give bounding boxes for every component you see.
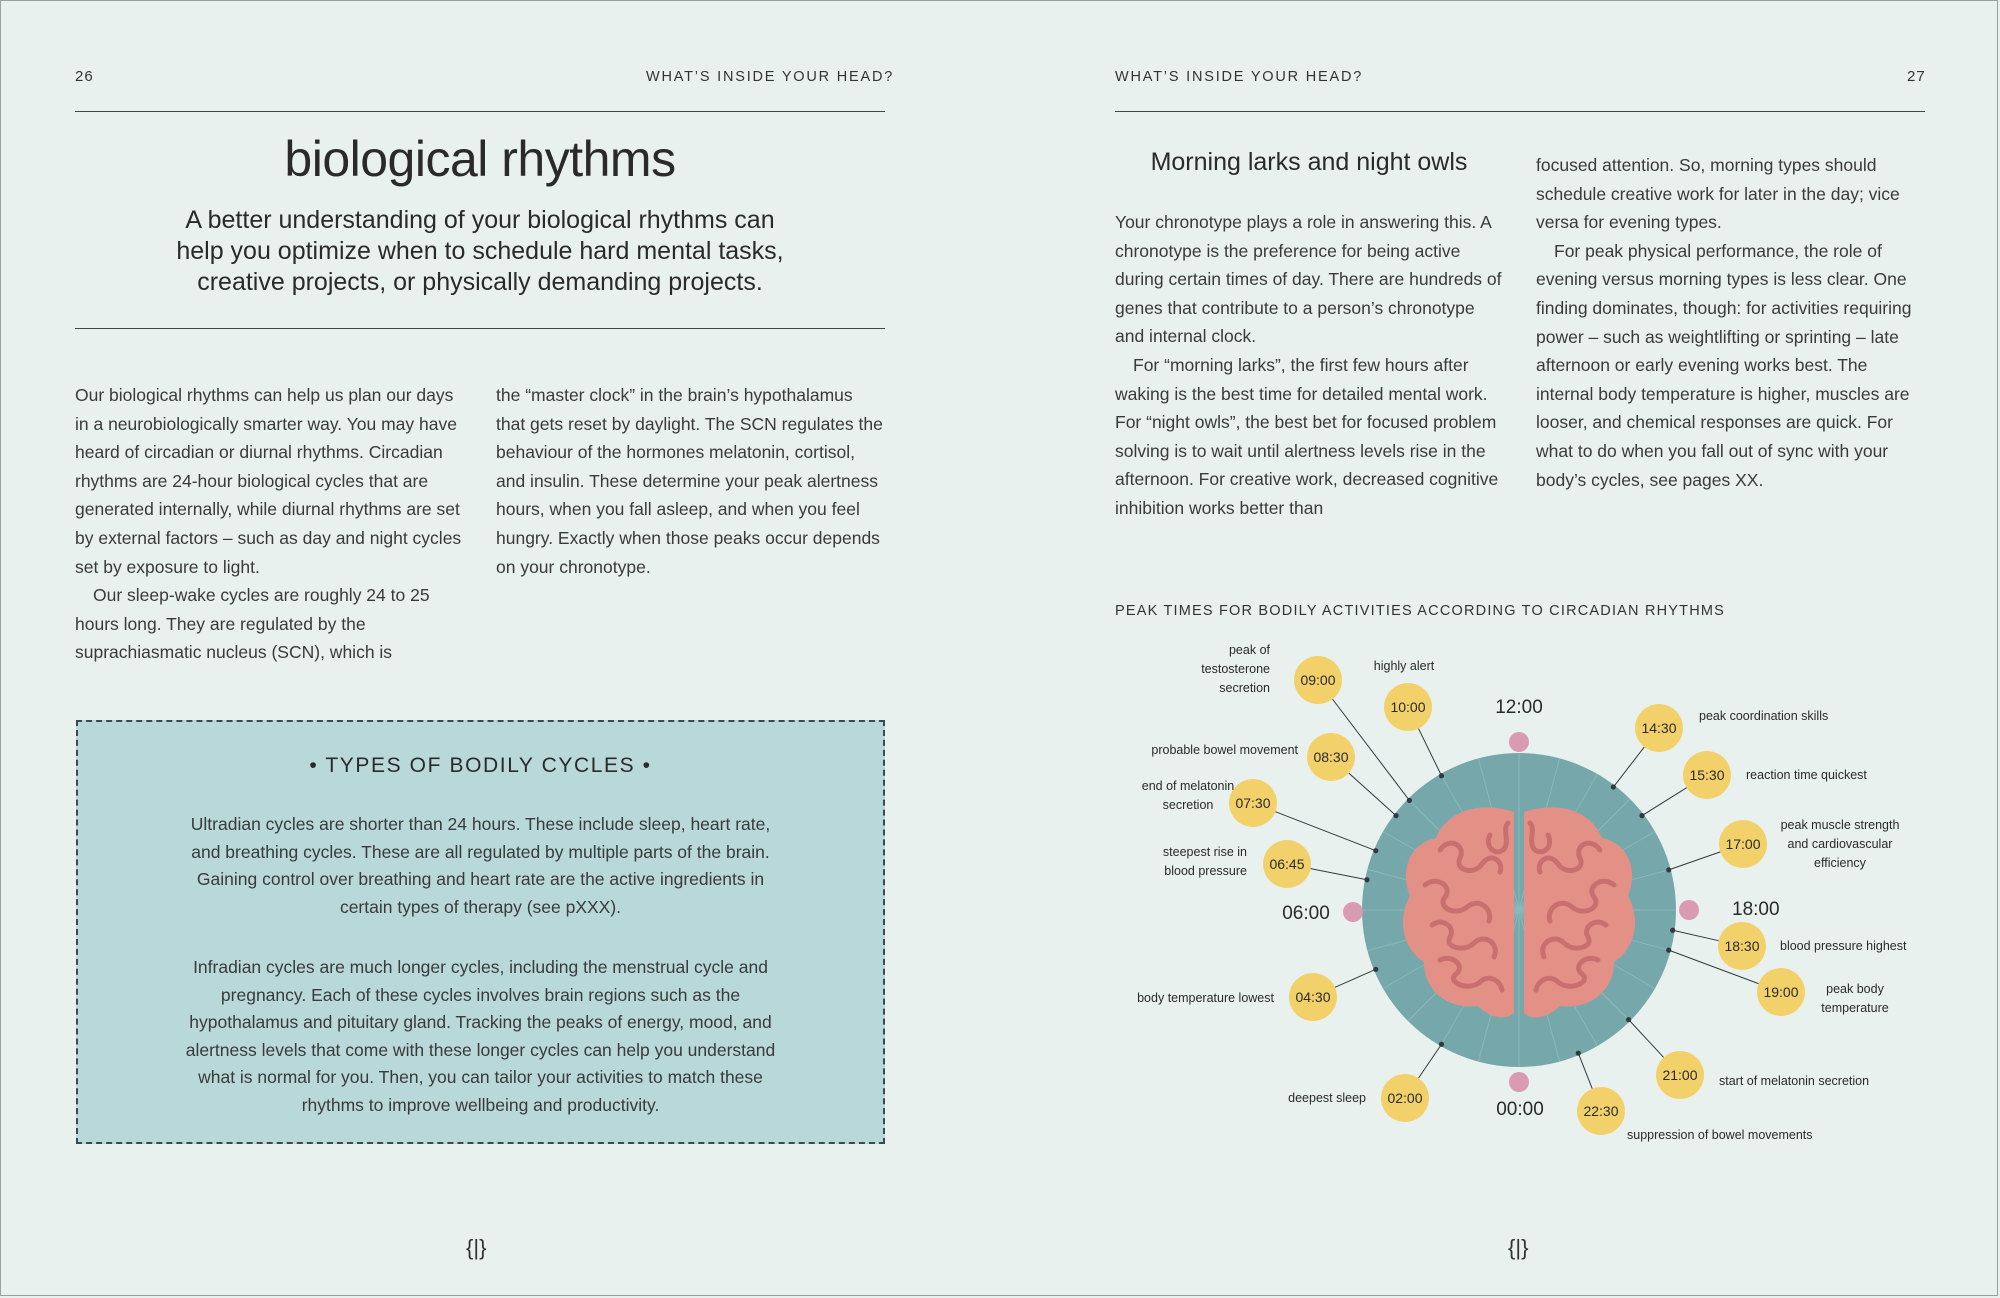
leader-line [1613,747,1644,787]
event-label-line: probable bowel movement [1151,743,1298,757]
event-label [1821,982,1888,1015]
time-badge-label: 15:30 [1689,767,1725,783]
leader-line [1578,1053,1592,1088]
time-badge-label: 02:00 [1387,1090,1423,1106]
event-label [1142,779,1234,812]
leader-line [1669,852,1721,870]
leader-end-dot [1373,848,1378,853]
leader-end-dot [1407,798,1412,803]
left-dek-rule [75,328,885,329]
right-folio: 27 [1907,68,1926,85]
event-label [1374,659,1435,673]
leader-end-dot [1666,948,1671,953]
leader-line [1642,788,1687,816]
time-badge-label: 22:30 [1583,1103,1619,1119]
left-column-2 [496,381,886,581]
body-paragraph: For “morning larks”, the first few hours after waking is the best time for detailed mental work. For “night owls”, the best bet for focused problem solving is to wait until alertness levels rise in the afternoon. For creative work, decreased cognitive inhibition works better than [1115,354,1499,518]
event-label-line: secretion [1219,681,1270,695]
body-paragraph: Our biological rhythms can help us plan our days in a neurobiologically smarter way. You may have heard of circadian or diurnal rhythms. Circadian rhythms are 24-hour biological cycles that are generated internally, while diurnal rhythms are set by external factors – such as day and night cycles set by exposure to light. [75,385,462,577]
event-label [1780,939,1907,953]
box-text: Ultradian cycles are shorter than 24 hours. These include sleep, heart rate, and breathing cycles. These are all regulated by multiple parts of the brain. Gaining control over breathing and heart rate are the active ingredients in certain types of therapy (see pXXX). [190,814,771,917]
event-label-line: blood pressure [1164,864,1247,878]
time-badge-label: 18:30 [1724,938,1760,954]
event-label [1163,845,1247,878]
event-label-line: highly alert [1373,659,1435,673]
clock-label-06: 06:00 [1282,903,1330,924]
clock-marker [1509,1072,1529,1092]
page-title: biological rhythms [284,131,676,187]
clock-label-18: 18:00 [1732,899,1780,920]
event-label-line: start of melatonin secretion [1719,1074,1870,1088]
leader-end-dot [1611,784,1616,789]
section-subhead: Morning larks and night owls [1150,148,1468,176]
event-label-line: reaction time quickest [1746,768,1867,782]
box-title: • TYPES OF BODILY CYCLES • [309,754,652,777]
event-label [1699,709,1828,723]
event-label-line: blood pressure highest [1780,939,1907,953]
event-label [1137,991,1274,1005]
right-column-1 [1115,208,1507,523]
time-badge-label: 09:00 [1300,672,1336,688]
right-brain-emblem-icon: {|} [1508,1235,1529,1260]
left-top-rule [75,111,885,112]
body-paragraph: For peak physical performance, the role of evening versus morning types is less clear. One finding dominates, though: for activities requiring power – such as weightlifting or sprinting – late afternoon or early evening works best. The internal body temperature is higher, muscles are looser, and chemical responses are quick. For what to do when you fall out of sync with your body’s cycles, see pages XX. [1536,240,1912,490]
box-paragraph-2 [183,954,778,1119]
body-paragraph: Your chronotype plays a role in answering this. A chronotype is the preference for being active during certain times of day. There are hundreds of genes that contribute to a person’s chronotype and internal clock. [1115,212,1502,347]
time-badge-label: 14:30 [1641,720,1677,736]
box-paragraph-1 [183,811,778,921]
time-badge-label: 04:30 [1295,989,1331,1005]
leader-end-dot [1666,867,1671,872]
event-label [1746,768,1867,782]
event-label-line: efficiency [1814,856,1866,870]
event-label-line: steepest rise in [1162,845,1247,859]
leader-end-dot [1439,1042,1444,1047]
leader-line [1335,969,1376,987]
clock-marker [1509,732,1529,752]
right-running-head: WHAT’S INSIDE YOUR HEAD? [1115,69,1364,85]
time-badge-label: 21:00 [1662,1067,1698,1083]
event-label-line: body temperature lowest [1137,991,1274,1005]
clock-marker [1679,900,1699,920]
clock-label-12: 12:00 [1495,697,1543,718]
event-label-line: end of melatonin [1141,779,1235,793]
leader-end-dot [1576,1051,1581,1056]
event-label-line: and cardiovascular [1787,837,1893,851]
event-label [1719,1074,1869,1088]
event-label [1151,743,1298,757]
time-badge-label: 17:00 [1725,836,1761,852]
leader-line [1419,729,1442,776]
event-label [1288,1091,1366,1105]
event-label [1201,643,1270,695]
event-label-line: peak coordination skills [1699,709,1829,723]
left-folio: 26 [75,68,94,85]
leader-line [1629,1020,1664,1058]
leader-end-dot [1670,928,1675,933]
clock-marker [1343,902,1363,922]
right-column-2 [1536,151,1916,494]
leader-end-dot [1439,773,1444,778]
event-label-line: peak body [1826,982,1884,996]
time-badge-label: 19:00 [1763,984,1799,1000]
body-paragraph: Our sleep-wake cycles are roughly 24 to 25 hours long. They are regulated by the suprachiasmatic nucleus (SCN), which is [75,585,430,663]
event-label-line: temperature [1821,1001,1889,1015]
event-label-line: secretion [1162,798,1214,812]
leader-line [1673,930,1719,940]
left-brain-emblem-icon: {|} [466,1235,487,1260]
leader-end-dot [1364,877,1369,882]
event-label [1627,1128,1813,1142]
left-running-head: WHAT’S INSIDE YOUR HEAD? [646,69,895,85]
body-paragraph: the “master clock” in the brain’s hypothalamus that gets reset by daylight. The SCN regulates the behaviour of the hormones melatonin, cortisol, and insulin. These determine your peak alertness hours, when you fall asleep, and when you feel hungry. Exactly when those peaks occur depends on your chronotype. [496,385,883,577]
event-label [1781,818,1900,870]
leader-line [1418,1044,1441,1078]
page-dek: A better understanding of your biological rhythms can help you optimize when to schedule hard mental tasks, creative projects, or physically demanding projects. [176,206,784,296]
event-label-line: suppression of bowel movements [1627,1128,1813,1142]
event-label-line: peak muscle strength [1780,818,1900,832]
time-badge-label: 07:30 [1235,795,1271,811]
circadian-clock-chart [1100,625,1960,1155]
event-label-line: peak of [1228,643,1270,657]
clock-label-00: 00:00 [1496,1099,1544,1120]
right-top-rule [1115,111,1925,112]
event-label-line: testosterone [1201,662,1270,676]
leader-end-dot [1626,1017,1631,1022]
chart-title: PEAK TIMES FOR BODILY ACTIVITIES ACCORDING TO CIRCADIAN RHYTHMS [1115,603,1726,619]
body-paragraph: focused attention. So, morning types should schedule creative work for later in the day; vice versa for evening types. [1536,155,1900,233]
leader-end-dot [1393,813,1398,818]
leader-end-dot [1639,813,1644,818]
leader-line [1349,773,1396,816]
event-label-line: deepest sleep [1288,1091,1366,1105]
box-text: Infradian cycles are much longer cycles, including the menstrual cycle and pregnancy. Each of these cycles involves brain regions such as the hypothalamus and pituitary gland. Tracking the peaks of energy, mood, and alertness levels that come with these longer cycles can help you understand what is normal for you. Then, you can tailor your activities to match these rhythms to improve wellbeing and productivity. [185,957,776,1115]
bodily-cycles-box [76,720,885,1144]
left-column-1 [75,381,470,667]
time-badge-label: 10:00 [1390,699,1426,715]
leader-line [1311,869,1367,880]
time-badge-label: 06:45 [1269,856,1305,872]
leader-end-dot [1373,967,1378,972]
time-badge-label: 08:30 [1313,749,1349,765]
